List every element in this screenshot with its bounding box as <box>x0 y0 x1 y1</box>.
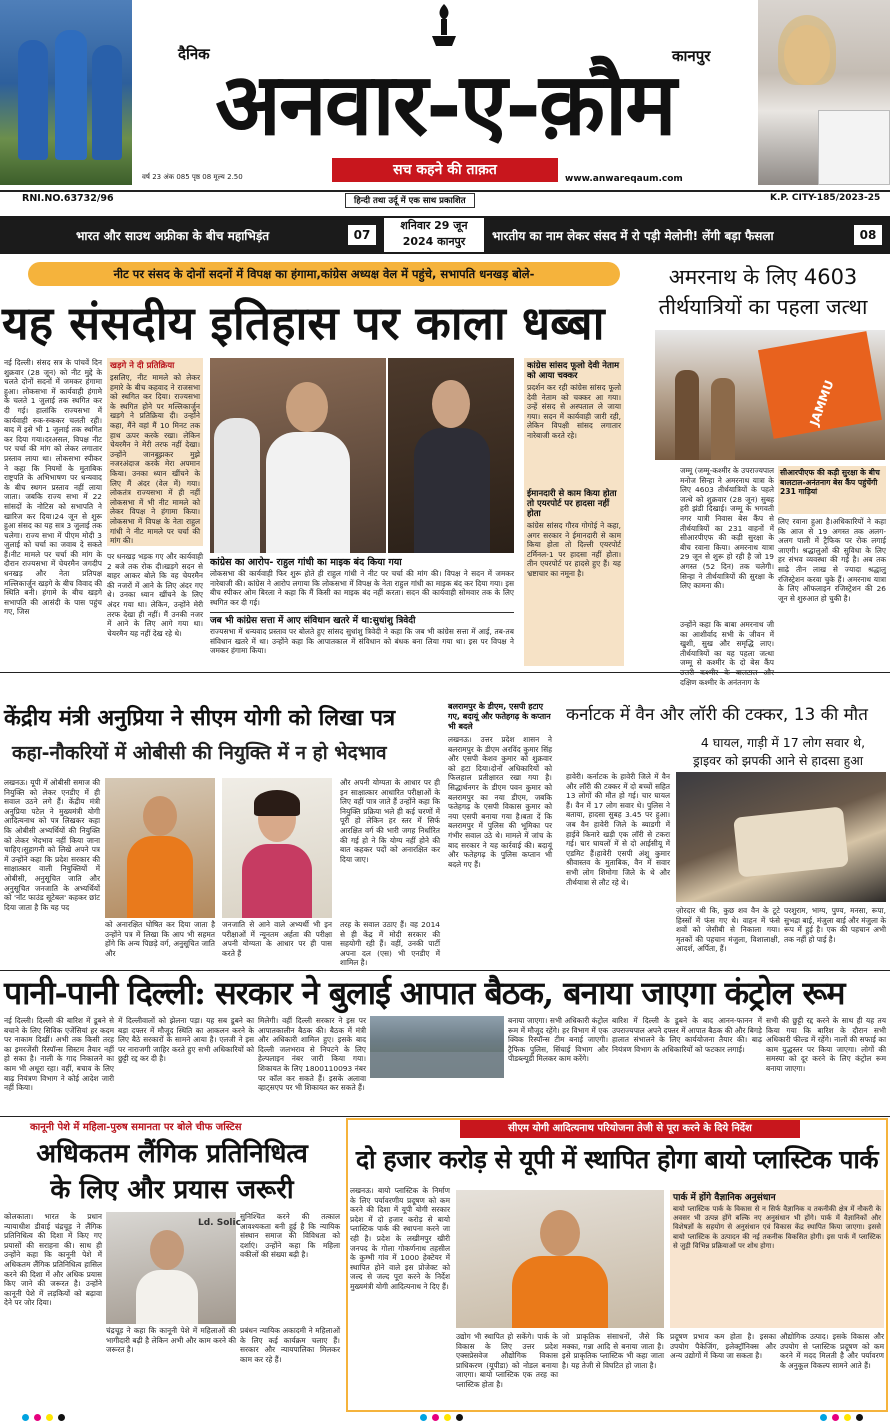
bioplastic-headline: दो हजार करोड़ से यूपी में स्थापित होगा बायो प्लास्टिक पार्क <box>355 1145 879 1174</box>
bioplastic-col2: उद्योग भी स्थापित हो सकेंगे। पार्क के विकास के लिए उत्तर प्रदेश एक्सप्रेसवेज औद्योगिक विकास प्राधिकरण (यूपीडा) को नोडल बनाया जाएगा। बायो प्लास्टिक एक तरह का प्लास्टिक होता है। <box>456 1332 558 1389</box>
amarnath-subhead: सीआरपीएफ की कड़ी सुरक्षा के बीच बालटाल-अनंतनाग बेस कैंप पहुंचेंगी 231 गाड़ियां <box>780 468 880 496</box>
karnataka-col1: हावेरी। कर्नाटक के हावेरी जिले में वैन और लॉरी की टक्कर में दो बच्चों सहित 13 लोगों की मौत हो गई। चार घायल हैं। वैन में 17 लोग सवार थे। पुलिस ने बताया, हादसा सुबह 3.45 पर हुआ। जब वैन हावेरी जिले के ब्याडगी में हाईवे किनारे खड़ी एक लॉरी से टकरा गई। चार घायलों में से दो आईसीयू में एडमिट हैं।हावेरी एसपी अंशु कुमार श्रीवास्तव के मुताबिक, वैन में सवार सभी लोग शिमोगा जिले के थे और तीर्थयात्रा से लौट रहे थे। <box>566 772 670 887</box>
chandrachud-photo <box>106 1212 241 1324</box>
amarnath-subhead-box <box>778 466 886 514</box>
hair-shape <box>778 15 836 85</box>
bioplastic-col4: प्रदूषण प्रभाव कम होता है। इसका उपयोग पैकेजिंग, इलेक्ट्रॉनिक्स और अन्य उद्योगों में किया जा सकता है। <box>670 1332 776 1361</box>
karnataka-sub1: 4 घायल, गाड़ी में 17 लोग सवार थे, <box>700 735 866 750</box>
color-registration-marks <box>22 1406 82 1414</box>
anupriya-photo <box>222 778 332 918</box>
anupriya-col4: और अपनी योग्यता के आधार पर ही इन साक्षात्कार आधारित परीक्षाओं के लिए वहीं पात्र जाते हैं उन्होंने कहा कि नियुक्ति प्रक्रिया भले ही कई चरणों में पूरी हो लेकिन हर स्तर में सिर्फ आरक्षित वर्ग की भारी जगह निर्धारित की गई हो ने कि योग्य नहीं होने की बात कहकर पदों को अनारक्षित कर दिया जाए। <box>340 778 440 864</box>
date-line2: 2024 कानपुर <box>402 235 466 248</box>
meloni-photo <box>758 0 890 185</box>
masthead-rule <box>0 190 890 192</box>
kharge-sidebar-text: इसलिए, नीट मामले को लेकर हमारे के बीच कहवाद ने राजसभा को स्थगित कर दिया। राज्यसभा के स्थगित होने पर मल्लिकार्जुन खड़गे ने प्रतिक्रिया दी। उन्होंने कहा, मैंने वहां मैं 10 मिनट तक हाथ ऊपर करके रखा। लेकिन चेयरमैन ने मेरी तरफ नहीं देखा। उन्होंने जानबूझकर मुझे नजरअंदाज करके मेरा अपमान किया। उनका ध्यान खींचने के लिए मैं अंदर (वेल में) गया।लोकतंत्र राज्यसभा में ही नहीं लोकसभा में भी नीट मामले को लेकर विपक्ष ने हंगामा किया। लोकसभा में विपक्ष के नेता राहुल गांधी ने नीट मामले पर चर्चा की मांग की। <box>110 373 200 546</box>
anupriya-col3: जनजाति से आने वाले अभ्यर्थी भी इन परीक्षाओं में न्यूनतम अर्हता की परीक्षा अपनी योग्यता के आधार पर ही पास करते हैं <box>222 920 332 958</box>
accident-photo <box>676 772 886 902</box>
masthead-city: कानपुर <box>672 47 711 65</box>
flood-water <box>370 1052 504 1078</box>
airport-title: ईमानदारी से काम किया होता तो एयरपोर्ट पर हादसा नहीं होता <box>527 489 617 519</box>
research-title: पार्क में होंगे वैज्ञानिक अनुसंधान <box>673 1193 776 1203</box>
section-rule <box>0 1116 890 1117</box>
sudhanshu-box <box>210 612 514 664</box>
pilgrim-figure <box>711 378 735 460</box>
lead-mid-col-a: पर धनखड़ भड़क गए और कार्यवाही 2 बजे तक रोक दी।खड़गे सदन से बाहर आकर बोले कि वह चेयरमैन की नजरों में आने के लिए अंदर गए थे। उनका ध्यान खींचने के लिए अंदर गया था। लेकिन, उन्होंने मेरी तरफ देखा ही नहीं। मैं उनकी नजर में आने के लिए आगे गया था। चेयरमैन यह नहीं देख रहे थे। <box>107 552 203 638</box>
teaser-right-page: 08 <box>854 225 882 245</box>
color-registration-marks <box>820 1406 880 1414</box>
anupriya-subheadline: कहा-नौकरियों में ओबीसी की नियुक्ति में न हो भेदभाव <box>12 742 387 764</box>
delhi-col5: बारिश में दिल्ली के डूबने के बाद आनन-फानन में उपराज्यपाल अपने दफ्तर में आपात बैठक की और बिगड़े हालात संभालने के लिए कार्ययोजना तैयार की। बाढ़ नियंत्रण विभाग के अधिकारियों को फटकार लगाई। <box>612 1016 762 1054</box>
karnataka-sub2: ड्राइवर को झपकी आने से हादसा हुआ <box>693 753 863 768</box>
gender-kicker: कानूनी पेशे में महिला-पुरुष समानता पर बोले चीफ जस्टिस <box>30 1122 242 1133</box>
yogi-body <box>512 1256 608 1328</box>
research-text: बायो प्लास्टिक पार्क के विकास से न सिर्फ वैज्ञानिक व तकनीकी क्षेत्र में नौकरी के अवसर भी उत्पन्न होंगे बल्कि नए अनुसंधान भी होंगे। पार्क में वैज्ञानिकों और विशेषज्ञों के सहयोग से अनुसंधान एवं विकास केंद्र स्थापित किया जाएगा। इससे बायो प्लास्टिक के उत्पादन की नई तकनीक विकसित होगी। इस पार्क में प्लास्टिक से जुड़ी विभिन्न प्रक्रियाओं पर शोध होगा। <box>673 1205 881 1250</box>
date-box <box>384 218 484 252</box>
dhankhar-head <box>432 380 470 428</box>
research-box <box>670 1190 884 1328</box>
phulo-devi-title: कांग्रेस सांसद फूलो देवी नेताम को आया चक्कर <box>527 361 620 381</box>
teaser-left-page: 07 <box>348 225 376 245</box>
bioplastic-kicker: सीएम योगी आदित्यनाथ परियोजना तेजी से पूरा करने के दिये निर्देश <box>508 1123 752 1134</box>
player-figure <box>18 40 48 160</box>
gender-col3: सुनिश्चित करने की तत्काल आवश्यकता बनी हुई है कि न्यायिक संस्थान समाज की विविधता को दर्शाएं। उन्होंने कहा कि महिला वकीलों की संख्या बढ़ी है। <box>240 1212 340 1260</box>
tagline-text: सच कहने की ताक़त <box>393 162 497 178</box>
kp-city: K.P. CITY-185/2023-25 <box>770 193 881 203</box>
issue-line: वर्ष 23 अंक 085 पृष्ठ 08 मूल्य 2.50 <box>142 173 243 181</box>
bioplastic-kicker-bar <box>460 1120 800 1138</box>
balrampur-text: लखनऊ। उत्तर प्रदेश शासन ने बलरामपुर के डीएम अरविंद कुमार सिंह और एसपी केशव कुमार को शुक्रवार को हटा दिया।दोनों अधिकारियों को फिलहाल प्रतीक्षारत रखा गया है। सिद्धार्थनगर के डीएम पवन कुमार को बलरामपुर का नया डीएम, जबकि फतेहगढ़ के एसपी विकास कुमार को नया एसपी बनाया गया है।बता दें कि बलरामपुर में पुलिस की भूमिका पर गंभीर सवाल उठे थे। मामले में जांच के बाद सरकार ने यह कार्रवाई की। बदायूं और फतेहगढ़ के पुलिस कप्तान भी बदले गए हैं। <box>448 735 552 869</box>
color-registration-marks <box>420 1406 480 1414</box>
gender-col1: कोलकाता। भारत के प्रधान न्यायाधीश डीवाई चंद्रचूड़ ने लैंगिक प्रतिनिधित्व की दिशा में किए गए प्रयासों की सराहना की। साथ ही उन्होंने कहा कि कानूनी पेशे में अधिकतम लैंगिक प्रतिनिधित्व हासिल करने की दिशा में और अधिक प्रयास किए जाने की जरूरत है। उन्होंने कानूनी पेशे में लड़कियों को बढ़ावा देने पर जोर दिया। <box>4 1212 102 1308</box>
rahul-mic-box <box>210 557 514 609</box>
anupriya-col2: को अनारक्षित घोषित कर दिया जाता है उन्होंने पत्र में लिखा कि आप भी सहमत होंगे कि अन्य पिछड़े वर्ग, अनुसूचित जाति और <box>105 920 215 958</box>
chandrachud-body <box>136 1270 198 1324</box>
anupriya-headline: केंद्रीय मंत्री अनुप्रिया ने सीएम योगी को लिखा पत्र <box>4 706 396 731</box>
phulo-devi-text: प्रदर्शन कर रही कांग्रेस सांसद फूलो देवी नेताम को चक्कर आ गया। उन्हें संसद से अस्पताल ले जाया गया। सदन में कार्यवाही जारी रही, लेकिन विपक्षी सांसद लगातार नारेबाजी करते रहे। <box>527 383 621 440</box>
teaser-bar <box>0 216 890 254</box>
wrecked-van <box>733 806 849 877</box>
emblem-icon <box>428 2 460 48</box>
delhi-col4: बनाया जाएगा। सभी अधिकारी कंट्रोल रूम में मौजूद रहेंगे। हर विभाग में एक क्विक रिस्पॉन्स टीम बनाई जाएगी। ट्रैफिक पुलिस, सिंचाई विभाग और पीडब्ल्यूडी मिलकर काम करेंगे। <box>508 1016 608 1064</box>
kharge-photo <box>210 358 386 553</box>
sudhanshu-heading: जब भी कांग्रेस सत्ता में आए संविधान खतरे में था:सुधांशु त्रिवेदी <box>210 616 416 626</box>
section-rule <box>0 970 890 971</box>
karnataka-col3: परशुराम, भाग्य, पुण्य, मनसा, रूपा, सुभद्रा बाई, मंजुला बाई और मंजुला के रूप में हुई है। एक की पहचान अभी तक नहीं हो पाई है। <box>784 906 886 944</box>
masthead-daily: दैनिक <box>178 45 210 63</box>
kharge-sidebar-title: खड़गे ने दी प्रतिक्रिया <box>110 361 175 371</box>
yogi-bioplastic-photo <box>456 1190 664 1328</box>
delhi-col2: में दिल्लीवालों को झेलना पड़ा। यह सब डूबने का बड़ा दफ्तर में मौजूद स्थिति का आकलन करने के लिए बैठे सरकारों के सामने आया है। एलजी ने इस पर नाराजगी जाहिर करते हुए सभी अधिकारियों को छुट्टी रद्द कर दी है। <box>118 1016 254 1064</box>
sudhanshu-text: राज्यसभा में धन्यवाद प्रस्ताव पर बोलते हुए सांसद सुधांशु त्रिवेदी ने कहा कि जब भी कांग्रेस सत्ता में आई, तब-तब संविधान खतरे में था। उन्होंने कहा कि आपातकाल में संविधान को बंधक बना लिया गया था। इस पर विपक्ष ने जमकर हंगामा किया। <box>210 627 514 656</box>
gender-headline-1: अधिकतम लैंगिक प्रतिनिधित्व <box>36 1139 308 1169</box>
gender-headline-2: के लिए और प्रयास जरूरी <box>50 1175 294 1205</box>
yogi-photo <box>105 778 215 918</box>
person-left-body <box>214 418 260 553</box>
masthead-title: अनवार-ए-क़ौम <box>215 54 675 155</box>
rni-number: RNI.NO.63732/96 <box>22 193 114 204</box>
lead-headline: यह संसदीय इतिहास पर काला धब्बा <box>2 296 605 350</box>
bioplastic-col3: जो प्राकृतिक संसाधनों, जैसे कि मक्का, गन्ना आदि से बनाया जाता है। इसे प्राकृतिक प्लास्टिक भी कहा जाता है। यह तेजी से विघटित हो जाता है। <box>562 1332 664 1370</box>
bioplastic-col1: लखनऊ। बायो प्लास्टिक के निर्माण के लिए पर्यावरणीय प्रदूषण को कम करने की दिशा में यूपी योगी सरकार प्रदेश में दो हजार करोड़ से बायो प्लास्टिक पार्क की स्थापना करने जा रही है। प्रदेश के लखीमपुर खीरी जनपद के गोला गोकर्णनाथ तहसील के कुम्भी गांव में 1000 हेक्टेयर में स्थापित होने वाले इस प्रोजेक्ट को जल्द से जल्द पूरा करने के निर्देश मुख्यमंत्री योगी आदित्यनाथ ने दिए हैं। <box>350 1186 450 1291</box>
anupriya-col5: तरह के सवाल उठाए हैं। वह 2014 से ही केंद्र में मोदी सरकार की सहयोगी रही हैं। वहीं, उनकी पार्टी अपना दल (एस) भी एनडीए में शामिल है। <box>340 920 440 968</box>
karnataka-col2: ज़ोरदार थी कि, कुछ शव वैन के टूटे हिस्सों में फंस गए थे। वाहन में फंसे शवों को जेसीबी से निकाला गया। मृतकों की पहचान मंजुला, विशालाक्षी, आदर्श, अर्पिता, हैं। <box>676 906 780 954</box>
airport-text: कांग्रेस सांसद गौरव गोगोई ने कहा, अगर सरकार ने ईमानदारी से काम किया होता तो दिल्ली एयरपोर्ट टर्मिनल-1 पर हादसा नहीं होता। तीन एयरपोर्ट पर हादसे हुए हैं। यह भ्रष्टाचार का नमूना है। <box>527 521 621 578</box>
balrampur-title: बलरामपुर के डीएम, एसपी हटाए गए, बदायूं और फतेहगढ़ के कप्तान भी बदले <box>448 702 551 731</box>
karnataka-headline: कर्नाटक में वैन और लॉरी की टक्कर, 13 की मौत <box>566 705 868 725</box>
gender-col2: चंद्रचूड़ ने कहा कि कानूनी पेशे में महिलाओं की भागीदारी बढ़ी है लेकिन अभी और काम करने की जरूरत है। <box>106 1326 236 1355</box>
gender-col3b: प्रबंधन न्यायिक अकादमी ने महिलाओं के लिए कई कार्यक्रम चलाए हैं। सरकार और न्यायपालिका मिलकर काम कर रहे हैं। <box>240 1326 340 1364</box>
delhi-headline: पानी-पानी दिल्ली: सरकार ने बुलाई आपात बैठक, बनाया जाएगा कंट्रोल रूम <box>4 974 845 1012</box>
kharge-body <box>266 432 350 553</box>
kharge-sidebar <box>107 358 203 546</box>
rahul-mic-text: लोकसभा की कार्यवाही फिर शुरू होते ही राहुल गांधी ने नीट पर चर्चा की मांग की। विपक्ष ने सदन में जमकर नारेबाजी की। कांग्रेस ने आरोप लगाया कि लोकसभा में विपक्ष के नेता राहुल गांधी का माइक बंद कर दिया गया। इस बीच स्पीकर ओम बिरला ने कहा कि मैं किसी का माइक बंद नहीं करता। सदन की कार्यवाही सोमवार तक के लिए स्थगित कर दी गई। <box>210 569 514 607</box>
delhi-col1: नई दिल्ली। दिल्ली की बारिश में डूबने से बचाने के लिए सिविक एजेंसियां हर कदम पर नाकाम दिखीं। अभी तक किसी तरह का इमरजेंसी रिस्पॉन्स सिस्टम तैयार नहीं हो सका है। नाली के गाद निकालने का काम भी अधूरा रहा। वहीं, बचाव के लिए बाढ़ नियंत्रण विभाग ने कोई आदेश जारी नहीं किया। <box>4 1016 114 1093</box>
tagline-banner <box>332 158 558 182</box>
yogi-head <box>143 796 177 836</box>
lead-kicker <box>28 262 620 286</box>
player-figure <box>55 30 87 160</box>
anupriya-col1: लखनऊ। यूपी में ओबीसी समाज की नियुक्ति को लेकर एनडीए में ही सवाल उठने लगे हैं। केंद्रीय मंत्री अनुप्रिया पटेल ने मुख्यमंत्री योगी आदित्यनाथ को पत्र लिखकर कहा कि ओबीसी अभ्यर्थियों की नियुक्ति को लेकर भेदभाव नहीं किया जाना चाहिए।सुहागनी को लिखे अपने पत्र में उन्होंने कहा कि प्रदेश सरकार की साक्षात्कार वाली नियुक्तियों में ओबीसी, अनुसूचित जाति और अनुसूचित जनजाति के अभ्यर्थियों को 'नॉट फाउंड सूटेबल' कहकर छांट दिया जाता है कि यह पद <box>4 778 100 912</box>
section-rule <box>0 672 890 673</box>
delhi-col3: मिलेगी। वहीं दिल्ली सरकार ने इस पर आपातकालीन बैठक की। बैठक में मंत्री और अधिकारी शामिल हुए। इसके बाद दिल्ली जलभराव से निपटने के लिए हेल्पलाइन नंबर जारी किया गया। शिकायत के लिए 1800110093 नंबर पर कॉल कर सकते हैं। इसके अलावा व्हाट्सएप पर भी शिकायत कर सकते हैं। <box>258 1016 366 1093</box>
kharge-head <box>286 382 328 432</box>
amarnath-col3: लिए रवाना हुआ है।अधिकारियों ने कहा कि आज से 19 अगस्त तक अलग-अलग पाली में ट्रैफिक पर रोक लगाई जाएगी। श्रद्धालुओं की सुविधा के लिए हर संभव व्यवस्था की गई है। अब तक साढ़े तीन लाख से ज्यादा श्रद्धालु रजिस्ट्रेशन करवा चुके हैं। अमरनाथ यात्रा के लिए ऑफलाइन रजिस्ट्रेशन की 26 जून से शुरुआत हो चुकी है। <box>778 517 886 603</box>
flood-photo <box>370 1016 504 1078</box>
anupriya-body <box>242 844 312 918</box>
orange-flag <box>758 331 882 439</box>
backdrop-label: Ld. Solic <box>198 1218 241 1228</box>
lead-col1: नई दिल्ली। संसद सत्र के पांचवें दिन शुक्रवार (28 जून) को नीट मुद्दे के चलते दोनों सदनों में जमकर हंगामा हुआ। लोकसभा में कार्यवाही हंगामे के चलते 1 जुलाई तक स्थगित कर दी गई। हालांकि राज्यसभा में कार्यवाही रुक-रुककर चलती रही। बाद में इसे भी 1 जुलाई तक स्थगित कर दिया गया।दरअसल, विपक्ष नीट पर चर्चा की मांग को लेकर लगातार प्रस्ताव लाया था। लोकसभा स्पीकर ने कहा कि नियमों के मुताबिक राष्ट्रपति के अभिभाषण पर धन्यवाद के बीच स्थगन प्रस्ताव नहीं लाया जाता। जबकि राज्य सभा में 22 सांसदों के नोटिस को सभापति ने खारिज कर दिया।24 जून से शुरू हुआ संसद का यह सत्र 3 जुलाई तक चलेगा। राज्य सभा में पीएम मोदी 3 जुलाई को चर्चा का जवाब दे सकते हैं।नीट मामले पर चर्चा की मांग के दौरान राज्यसभा में चेयरमैन जगदीप धनखड़ और नेता प्रतिपक्ष मल्लिकार्जुन खड़गे के बीच विवाद की स्थिति बनी। हंगामे के बीच खड़गे सभापति की आसंदी के पास पहुंच गए, जिस <box>4 358 102 617</box>
languages-line: हिन्दी तथा उर्दू में एक साथ प्रकाशित <box>345 193 475 208</box>
yogi-body <box>127 836 193 918</box>
teaser-left-text[interactable]: भारत और साउथ अफ्रीका के बीच महाभिड़ंत <box>76 229 270 243</box>
amarnath-col1-visible: जम्मू (जम्मू-कश्मीर के उपराज्यपाल मनोज सिन्हा ने अमरनाथ यात्रा के लिए 4603 तीर्थयात्रियों के पहले जत्थे को शुक्रवार (28 जून) सुबह हरी झंडी दिखाई। जम्मू के भगवती नगर यात्री निवास बेस कैंप से तीर्थयात्रियों का 231 वाहनों में सीआरपीएफ की कड़ी सुरक्षा के बीच रवाना किया। अमरनाथ यात्रा 29 जून से शुरू हो रही है जो 19 अगस्त (52 दिन) तक चलेगी।सिन्हा ने तीर्थयात्रियों की सुरक्षा के लिए कामना की। <box>680 466 774 591</box>
bioplastic-col5: औद्योगिक उत्पाद। इसके विकास और उपयोग से प्लास्टिक प्रदूषण को कम करने में मदद मिलती है और पर्यावरण के अनुकूल विकल्प सामने आते हैं। <box>780 1332 884 1370</box>
rahul-mic-caption: कांग्रेस का आरोप- राहुल गांधी का माइक बंद किया गया <box>210 557 402 568</box>
yogi-head <box>540 1210 580 1256</box>
dhankhar-body <box>414 428 490 553</box>
dhankhar-photo <box>388 358 514 553</box>
amarnath-col2: उन्होंने कहा कि बाबा अमरनाथ जी का आशीर्वाद सभी के जीवन में खुशी, सुख और समृद्धि लाए। तीर्थयात्रियों का यह पहला जत्था जम्मू से कश्मीर के दो बेस कैंप दक्षिण कश्मीर के अनंतनाग के <box>680 620 774 687</box>
flag-text: JAMMU <box>807 378 837 428</box>
balrampur-box <box>448 702 552 968</box>
cricket-team-photo <box>0 0 132 185</box>
chandrachud-head <box>150 1230 184 1270</box>
website-url[interactable]: www.anwareqaum.com <box>565 174 683 184</box>
amarnath-photo <box>655 330 885 460</box>
delhi-col6: सभी की छुट्टी रद्द करने के साथ ही यह तय किया गया कि बारिश के दौरान सभी अधिकारी फील्ड में रहेंगे। नालों की सफाई का काम युद्धस्तर पर किया जाएगा। लोगों की समस्या को दूर करने के लिए कंट्रोल रूम बनाया जाएगा। <box>766 1016 886 1073</box>
anupriya-hair <box>254 790 300 816</box>
player-figure <box>92 45 122 160</box>
teaser-right-text[interactable]: भारतीय का नाम लेकर संसद में रो पड़ी मेलोनी! लेंगी बड़ा फैसला <box>492 229 774 243</box>
podium <box>818 110 890 185</box>
date-line1: शनिवार 29 जून <box>400 219 468 232</box>
pilgrim-figure <box>675 370 699 460</box>
amarnath-headline: अमरनाथ के लिए 4603 तीर्थयात्रियों का पहला जत्था <box>658 265 868 319</box>
lead-kicker-text: नीट पर संसद के दोनों सदनों में विपक्ष का हंगामा,कांग्रेस अध्यक्ष वेल में पहुंचे, सभापति धनखड़ बोले- <box>113 267 535 281</box>
phulo-devi-box <box>524 358 624 666</box>
